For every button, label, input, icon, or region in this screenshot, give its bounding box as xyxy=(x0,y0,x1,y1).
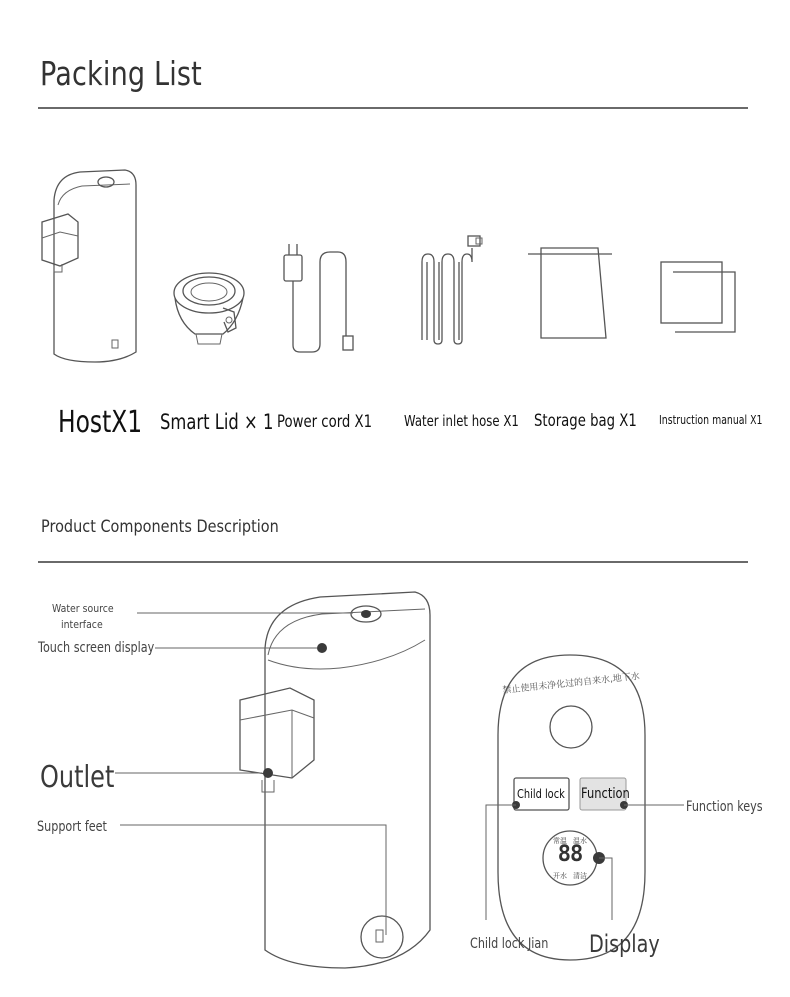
callout-water-source-line2: interface xyxy=(61,618,103,631)
packing-item-smart-lid: Smart Lid × 1 xyxy=(160,410,274,434)
packing-item-host: HostX1 xyxy=(58,405,143,440)
callout-function-keys: Function keys xyxy=(686,799,763,815)
callout-outlet: Outlet xyxy=(40,760,115,795)
packing-item-storage-bag: Storage bag X1 xyxy=(534,411,637,431)
temperature-digits: 88 xyxy=(557,842,583,867)
callout-support-feet: Support feet xyxy=(37,819,107,835)
leader-lines xyxy=(115,613,684,935)
child-lock-button[interactable]: Child lock xyxy=(517,787,565,801)
packing-item-instruction-manual: Instruction manual X1 xyxy=(659,413,763,427)
callout-child-lock: Child lock Jian xyxy=(470,936,549,952)
callout-water-source-line1: Water source xyxy=(52,602,114,615)
control-panel xyxy=(498,655,645,960)
mode-clean: 清洁 xyxy=(573,873,587,880)
mode-normal-temp: 常温 xyxy=(553,838,567,845)
function-button[interactable]: Function xyxy=(581,786,630,802)
callout-touch-screen: Touch screen display xyxy=(38,640,155,656)
page-title: Packing List xyxy=(40,54,202,93)
packing-item-water-inlet-hose: Water inlet hose X1 xyxy=(404,412,519,430)
panel-warning-text: 禁止使用未净化过的自来水,地下水 xyxy=(502,671,641,697)
mode-warm-water: 温水 xyxy=(573,838,587,845)
mode-boiling-water: 开水 xyxy=(553,873,567,880)
section-title: Product Components Description xyxy=(41,517,279,537)
callout-display: Display xyxy=(589,930,660,958)
packing-item-power-cord: Power cord X1 xyxy=(277,412,373,432)
